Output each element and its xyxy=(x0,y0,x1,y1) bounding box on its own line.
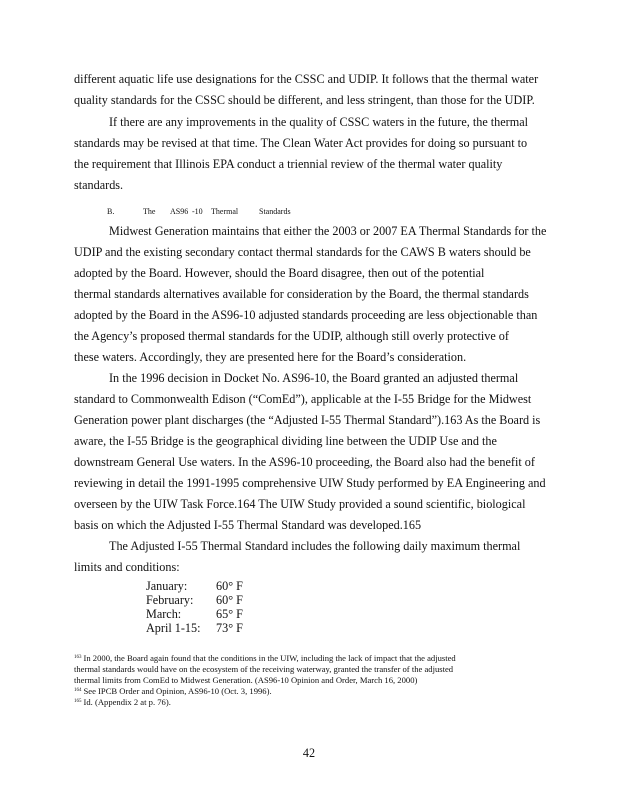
footnote-mark: 165 xyxy=(74,699,82,704)
footnote xyxy=(74,697,171,707)
section-line: adopted by the Board in the AS96-10 adjusted standards proceeding are less objectionable than xyxy=(74,308,538,322)
footnote-text: thermal standards would have on the ecosystem of the receiving waterway, granted the transfer of the adjusted xyxy=(74,664,454,674)
section-line: limits and conditions: xyxy=(74,560,180,574)
footnote-text: Id. (Appendix 2 at p. 76). xyxy=(83,697,171,707)
heading-word: -10 xyxy=(192,207,203,216)
footnote-text: thermal limits from ComEd to Midwest Generation. (AS96-10 Opinion and Order, March 16, 2000) xyxy=(74,675,418,685)
body-line: different aquatic life use designations for the CSSC and UDIP. It follows that the thermal water xyxy=(74,72,539,86)
footnote xyxy=(74,664,453,674)
condition-month: February: xyxy=(146,593,194,607)
condition-temp: 65° F xyxy=(216,607,243,621)
footnote-mark: 163 xyxy=(74,655,82,660)
section-line: standard to Commonwealth Edison (“ComEd”), applicable at the I-55 Bridge for the Midwest xyxy=(74,392,532,406)
condition-month: January: xyxy=(146,579,188,593)
heading-word: Thermal xyxy=(211,207,239,216)
condition-temp: 73° F xyxy=(216,621,243,635)
section-line: Generation power plant discharges (the “Adjusted I-55 Thermal Standard”).163 As the Board is xyxy=(74,413,541,427)
footnote-text: In 2000, the Board again found that the conditions in the UIW, including the lack of impact that the adjusted xyxy=(83,653,456,663)
heading-word: Standards xyxy=(259,207,291,216)
heading-word: AS96 xyxy=(170,207,189,216)
section-line: thermal standards alternatives available for consideration by the Board, the thermal standards xyxy=(74,287,529,301)
section-line: basis on which the Adjusted I-55 Thermal Standard was developed.165 xyxy=(74,518,422,532)
section-line: the Agency’s proposed thermal standards for the UDIP, although still overly protective of xyxy=(74,329,509,343)
condition-month: March: xyxy=(146,607,182,621)
section-line: reviewing in detail the 1991-1995 comprehensive UIW Study performed by EA Engineering and xyxy=(74,476,546,490)
section-line: overseen by the UIW Task Force.164 The UIW Study provided a sound scientific, biological xyxy=(74,497,526,511)
page-number: 42 xyxy=(302,746,316,760)
body-line: quality standards for the CSSC should be different, and less stringent, than those for the UDIP. xyxy=(74,93,535,107)
condition-temp: 60° F xyxy=(216,593,243,607)
footnote-text: See IPCB Order and Opinion, AS96-10 (Oct. 3, 1996). xyxy=(83,686,272,696)
heading-word: The xyxy=(143,207,156,216)
section-line: adopted by the Board. However, should the Board disagree, then out of the potential xyxy=(74,266,485,280)
footnote-mark: 164 xyxy=(74,688,82,693)
body-line: the requirement that Illinois EPA conduct a triennial review of the thermal water quality xyxy=(74,157,503,171)
footnote xyxy=(74,686,272,696)
section-line: these waters. Accordingly, they are presented here for the Board’s consideration. xyxy=(74,350,467,364)
footnote xyxy=(74,675,417,685)
condition-month: April 1-15: xyxy=(146,621,201,635)
condition-temp: 60° F xyxy=(216,579,243,593)
body-line: standards. xyxy=(74,178,124,192)
footnote xyxy=(74,653,456,663)
section-letter: B. xyxy=(107,207,115,216)
section-line: Midwest Generation maintains that either the 2003 or 2007 EA Thermal Standards for the xyxy=(109,224,547,238)
section-line: In the 1996 decision in Docket No. AS96-10, the Board granted an adjusted thermal xyxy=(109,371,519,385)
body-line: standards may be revised at that time. The Clean Water Act provides for doing so pursuant to xyxy=(74,136,528,150)
section-heading xyxy=(107,207,291,216)
section-line: The Adjusted I-55 Thermal Standard includes the following daily maximum thermal xyxy=(109,539,521,553)
body-line: If there are any improvements in the quality of CSSC waters in the future, the thermal xyxy=(109,115,528,129)
section-line: downstream General Use waters. In the AS96-10 proceeding, the Board also had the benefit of xyxy=(74,455,535,469)
section-line: aware, the I-55 Bridge is the geographical dividing line between the UDIP Use and the xyxy=(74,434,497,448)
section-line: UDIP and the existing secondary contact thermal standards for the CAWS B waters should be xyxy=(74,245,531,259)
